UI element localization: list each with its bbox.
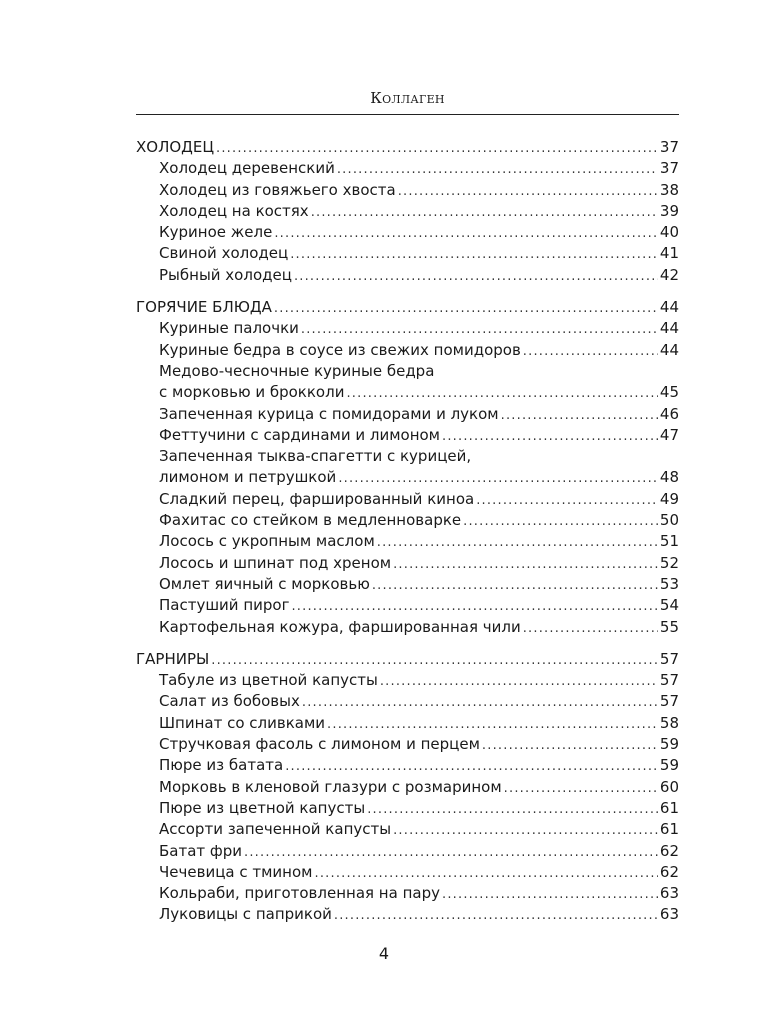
entry-page-number: 50 (659, 511, 679, 530)
entry-title: Фахитас со стейком в медленноварке (159, 511, 462, 530)
entry-title: Шпинат со сливками (159, 713, 326, 732)
section-page-number: 57 (659, 649, 679, 668)
toc-entry-line (136, 531, 679, 552)
entry-title: Пюре из батата (159, 756, 284, 775)
entry-page-number: 63 (659, 884, 679, 903)
toc-entry-line (136, 595, 679, 616)
dot-leader (372, 575, 658, 596)
entry-page-number: 48 (659, 468, 679, 487)
toc-entry-line (136, 734, 679, 755)
dot-leader (377, 532, 658, 553)
entry-page-number: 44 (659, 319, 679, 338)
entry-title: Салат из бобовых (159, 692, 300, 711)
entry-page-number: 60 (659, 777, 679, 796)
toc-entry-line (136, 904, 679, 925)
toc-entry-line (136, 467, 679, 488)
entry-page-number: 40 (659, 223, 679, 242)
entry-page-number: 52 (659, 553, 679, 572)
dot-leader (393, 820, 658, 841)
toc-entry-line (136, 340, 679, 361)
dot-leader (291, 596, 657, 617)
entry-page-number: 49 (659, 489, 679, 508)
dot-leader (523, 341, 658, 362)
dot-leader (334, 905, 658, 926)
entry-page-number: 59 (659, 735, 679, 754)
entry-title: Омлет яичный с морковью (159, 574, 370, 593)
entry-title: Пюре из цветной капусты (159, 798, 366, 817)
dot-leader (211, 650, 658, 671)
entry-page-number: 37 (659, 159, 679, 178)
section-page-number: 37 (659, 138, 679, 156)
toc-entry-line (136, 691, 679, 712)
dot-leader (290, 244, 658, 265)
entry-title: Рыбный холодец (159, 265, 292, 284)
entry-page-number: 62 (659, 862, 679, 881)
section-heading-line (136, 649, 679, 670)
entry-page-number: 41 (659, 244, 679, 263)
entry-page-number: 42 (659, 265, 679, 284)
dot-leader (301, 319, 658, 340)
toc-entry-line (136, 243, 679, 264)
section-title: ХОЛОДЕЦ (136, 138, 215, 156)
toc-entry-line (136, 617, 679, 638)
toc-section (136, 297, 679, 638)
entry-title: Запеченная курица с помидорами и луком (159, 404, 499, 423)
toc-entry-line (136, 510, 679, 531)
toc-entry-line (136, 755, 679, 776)
entry-title: Куриные бедра в соусе из свежих помидоров (159, 340, 521, 359)
entry-page-number: 57 (659, 671, 679, 690)
dot-leader (501, 405, 658, 426)
dot-leader (294, 266, 658, 287)
section-title: ГАРНИРЫ (136, 649, 210, 668)
entry-page-number: 45 (659, 383, 679, 402)
section-page-number: 44 (659, 298, 679, 317)
dot-leader (244, 842, 658, 863)
entry-page-number: 51 (659, 532, 679, 551)
dot-leader (463, 511, 658, 532)
toc-entry-line (136, 841, 679, 862)
dot-leader (314, 863, 657, 884)
entry-title: Холодец из говяжьего хвоста (159, 180, 396, 199)
toc-entry-line (136, 404, 679, 425)
entry-title: Пастуший пирог (159, 596, 290, 615)
dot-leader (482, 735, 658, 756)
toc-section (136, 137, 679, 286)
entry-page-number: 57 (659, 692, 679, 711)
entry-title: Холодец на костях (159, 201, 309, 220)
dot-leader (442, 884, 658, 905)
dot-leader (393, 554, 658, 575)
entry-title: Куриное желе (159, 223, 273, 242)
toc-entry-line (136, 361, 679, 382)
dot-leader (302, 692, 658, 713)
dot-leader (476, 490, 658, 511)
entry-page-number: 54 (659, 596, 679, 615)
toc-section (136, 649, 679, 926)
entry-title: Батат фри (159, 841, 243, 860)
toc-entry-line (136, 862, 679, 883)
dot-leader (285, 756, 658, 777)
dot-leader (216, 138, 658, 159)
toc-entry-line (136, 819, 679, 840)
dot-leader (274, 223, 658, 244)
entry-title: Феттучини с сардинами и лимоном (159, 425, 441, 444)
dot-leader (338, 468, 658, 489)
dot-leader (337, 159, 658, 180)
entry-title: Куриные палочки (159, 319, 299, 338)
section-heading-line (136, 137, 679, 158)
entry-title: Сладкий перец, фаршированный киноа (159, 489, 475, 508)
entry-page-number: 61 (659, 820, 679, 839)
toc-entry-line (136, 222, 679, 243)
entry-title: Медово-чесночные куриные бедра (159, 361, 435, 380)
toc-entry-line (136, 382, 679, 403)
entry-title: Стручковая фасоль с лимоном и перцем (159, 735, 480, 754)
entry-title: Лосось с укропным маслом (159, 532, 375, 551)
toc-entry-line (136, 553, 679, 574)
entry-page-number: 44 (659, 340, 679, 359)
toc-entry-line (136, 574, 679, 595)
toc-entry-line (136, 777, 679, 798)
dot-leader (311, 202, 658, 223)
toc-entry-line (136, 798, 679, 819)
entry-page-number: 39 (659, 201, 679, 220)
running-head: Коллаген (370, 89, 445, 107)
toc-entry-line (136, 318, 679, 339)
entry-page-number: 63 (659, 905, 679, 924)
entry-title: Луковицы с паприкой (159, 905, 332, 924)
entry-page-number: 46 (659, 404, 679, 423)
entry-page-number: 59 (659, 756, 679, 775)
entry-title: Свиной холодец (159, 244, 289, 263)
header-rule (136, 114, 679, 115)
entry-title: Морковь в кленовой глазури с розмарином (159, 777, 502, 796)
toc-entry-line (136, 158, 679, 179)
dot-leader (367, 799, 658, 820)
toc-entry-line (136, 883, 679, 904)
toc-entry-line (136, 670, 679, 691)
entry-title: Чечевица с тмином (159, 862, 313, 881)
entry-title: с морковью и брокколи (159, 383, 345, 402)
section-title: ГОРЯЧИЕ БЛЮДА (136, 298, 272, 317)
dot-leader (327, 714, 658, 735)
entry-title: Кольраби, приготовленная на пару (159, 884, 440, 903)
dot-leader (504, 778, 658, 799)
entry-title: Запеченная тыква-спагетти с курицей, (159, 447, 472, 466)
dot-leader (398, 181, 658, 202)
entry-page-number: 58 (659, 713, 679, 732)
dot-leader (442, 426, 658, 447)
toc-entry-line (136, 180, 679, 201)
entry-title: Табуле из цветной капусты (159, 671, 378, 690)
dot-leader (274, 298, 658, 319)
entry-page-number: 47 (659, 425, 679, 444)
page-number: 4 (378, 944, 390, 963)
entry-title: Ассорти запеченной капусты (159, 820, 392, 839)
table-of-contents (136, 137, 679, 926)
entry-page-number: 62 (659, 841, 679, 860)
entry-title: лимоном и петрушкой (159, 468, 337, 487)
section-heading-line (136, 297, 679, 318)
entry-title: Холодец деревенский (159, 159, 335, 178)
entry-page-number: 53 (659, 574, 679, 593)
toc-entry-line (136, 425, 679, 446)
toc-entry-line (136, 713, 679, 734)
dot-leader (523, 618, 658, 639)
toc-entry-line (136, 489, 679, 510)
entry-page-number: 55 (659, 617, 679, 636)
entry-title: Лосось и шпинат под хреном (159, 553, 392, 572)
dot-leader (346, 383, 657, 404)
toc-entry-line (136, 446, 679, 467)
toc-entry-line (136, 201, 679, 222)
toc-entry-line (136, 265, 679, 286)
entry-page-number: 61 (659, 798, 679, 817)
entry-page-number: 38 (659, 180, 679, 199)
entry-title: Картофельная кожура, фаршированная чили (159, 617, 521, 636)
dot-leader (380, 671, 658, 692)
